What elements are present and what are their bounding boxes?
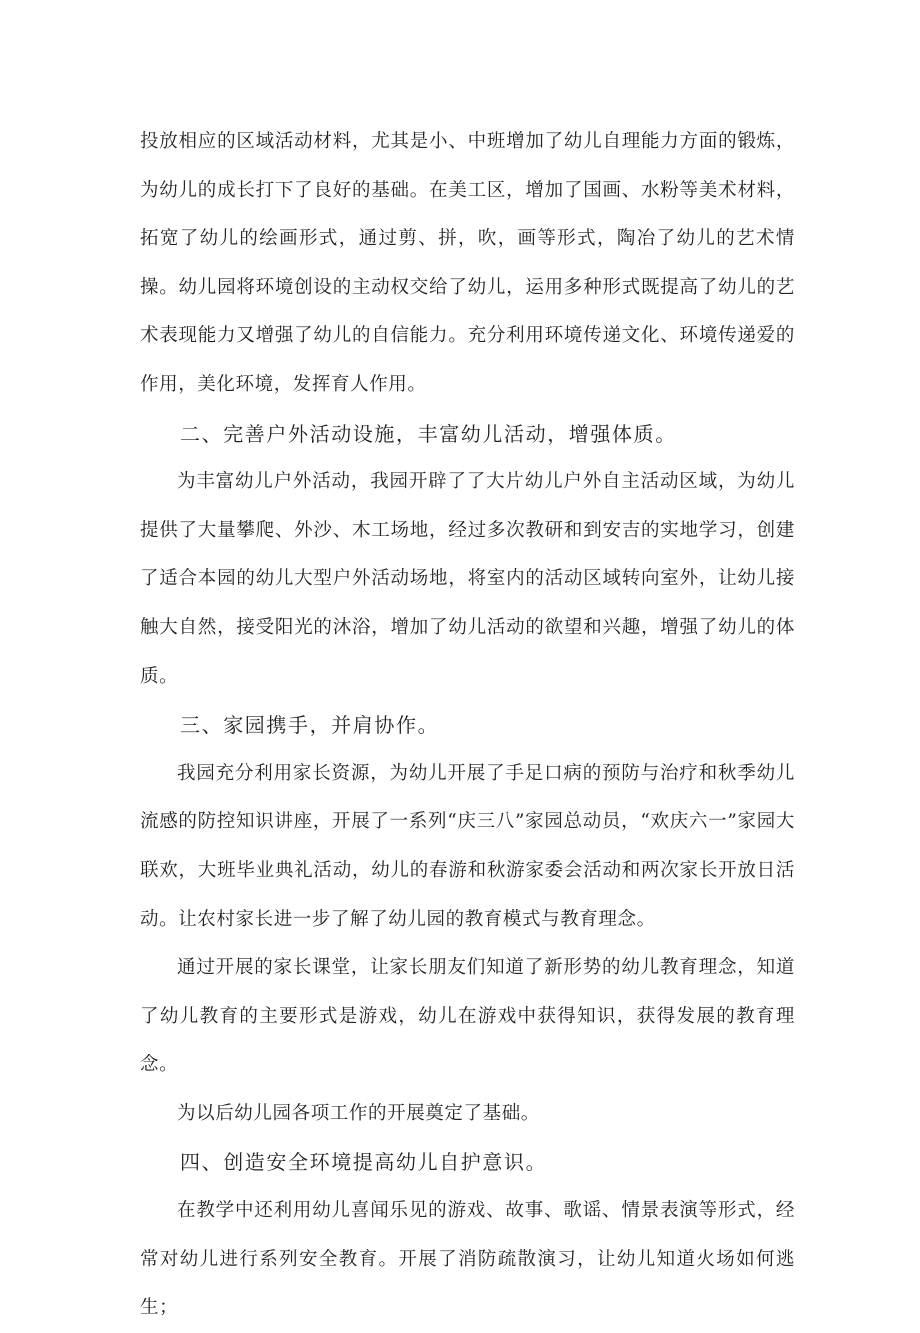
body-paragraph-safety-education: 在教学中还利用幼儿喜闻乐见的游戏、故事、歌谣、情景表演等形式，经常对幼儿进行系列安全教育。开展了消防疏散演习，让幼儿知道火场如何逃生； [140,1200,795,1319]
section-heading-safety: 四、创造安全环境提高幼儿自护意识。 [180,1150,548,1175]
section-heading-home-school: 三、家园携手，并肩协作。 [180,713,440,738]
body-paragraph-foundation: 为以后幼儿园各项工作的开展奠定了基础。 [177,1102,540,1124]
document-page [140,118,795,1333]
body-paragraph-parent-class: 通过开展的家长课堂，让家长朋友们知道了新形势的幼儿教育理念，知道了幼儿教育的主要形式是游戏，幼儿在游戏中获得知识，获得发展的教育理念。 [140,957,795,1076]
body-paragraph-environment: 投放相应的区域活动材料，尤其是小、中班增加了幼儿自理能力方面的锻炼，为幼儿的成长打下了良好的基础。在美工区，增加了国画、水粉等美术材料，拓宽了幼儿的绘画形式，通过剪、拼，吹，画等形式，陶冶了幼儿的艺术情操。幼儿园将环境创设的主动权交给了幼儿，运用多种形式既提高了幼儿的艺术表现能力又增强了幼儿的自信能力。充分利用环境传递文化、环境传递爱的作用，美化环境，发挥育人作用。 [140,131,795,395]
body-paragraph-parent-resources: 我园充分利用家长资源，为幼儿开展了手足口病的预防与治疗和秋季幼儿流感的防控知识讲座，开展了一系列“庆三八”家园总动员，“欢庆六一”家园大联欢，大班毕业典礼活动，幼儿的春游和秋游家委会活动和两次家长开放日活动。让农村家长进一步了解了幼儿园的教育模式与教育理念。 [140,762,795,930]
section-heading-outdoor-activities: 二、完善户外活动设施，丰富幼儿活动，增强体质。 [180,421,677,446]
body-paragraph-outdoor: 为丰富幼儿户外活动，我园开辟了了大片幼儿户外自主活动区域，为幼儿提供了大量攀爬、外沙、木工场地，经过多次教研和到安吉的实地学习，创建了适合本园的幼儿大型户外活动场地，将室内的活动区域转向室外，让幼儿接触大自然，接受阳光的沐浴，增加了幼儿活动的欲望和兴趣，增强了幼儿的体质。 [140,471,795,687]
